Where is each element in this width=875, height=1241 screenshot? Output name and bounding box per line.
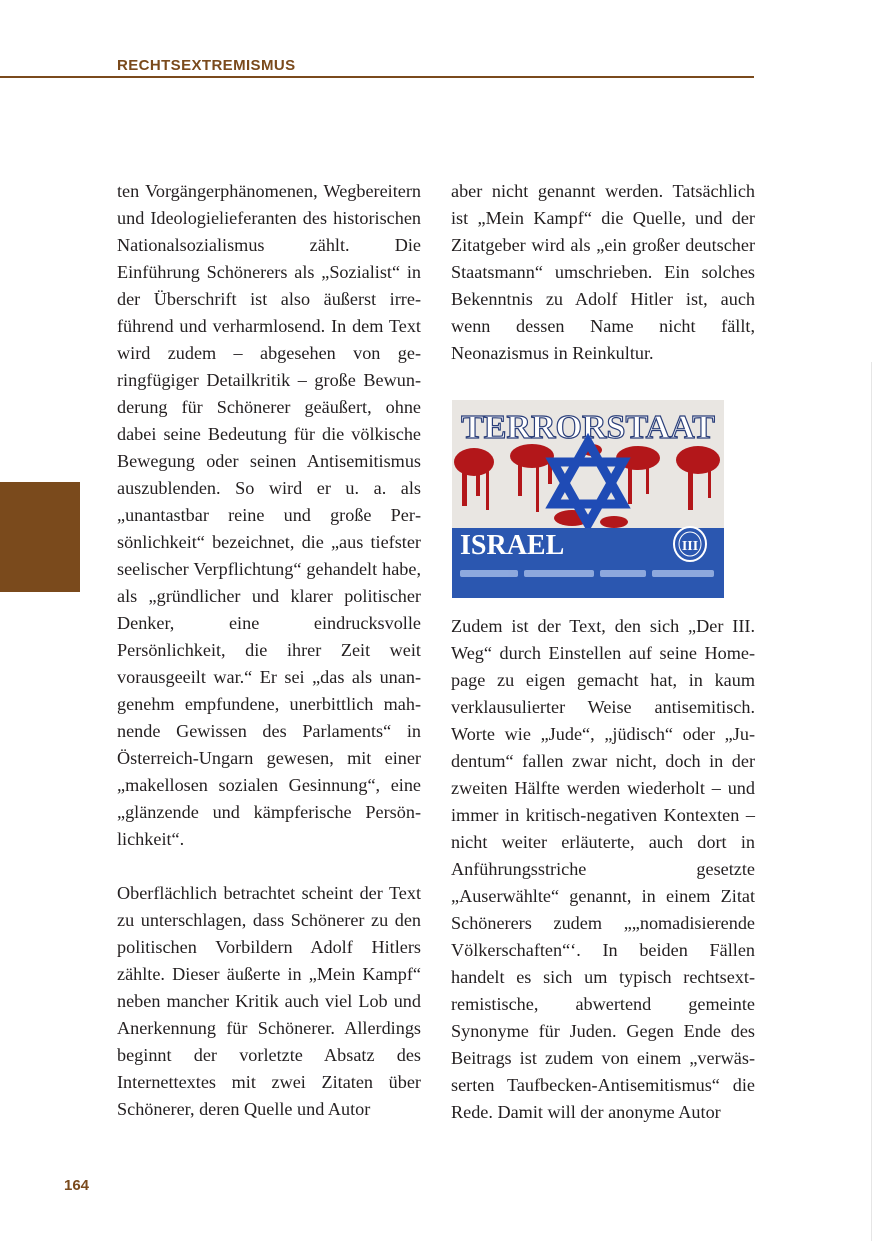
paragraph: ten Vorgängerphänomenen, Wegbereitern und Ideologielieferanten des historischen Nationalsozialismus zählt. Die Einführung Schönerers als „Sozialist“ in der Überschrift ist also äußerst irreführend und verharmlosend. In dem Text wird zudem – abgesehen von geringfügiger Detailkritik – große Bewunderung für Schönerer geäußert, ohne dabei seine Bedeutung für die völkische Bewegung oder seinen Antisemitismus auszublenden. So wird er u. a. als „unantastbar reine und große Persönlichkeit“ bezeichnet, die „aus tiefster seelischer Verpflichtung“ gehandelt habe, als „gründlicher und klarer politischer Denker, eine eindrucksvolle Persönlichkeit, die ihrer Zeit weit vorausgeeilt war.“ Er sei „das als unangenehm empfundene, unerbittlich mahnende Gewissen des Parlaments“ in Österreich-Ungarn gewesen, mit einer „makellosen sozialen Gesinnung“, eine „glänzende und kämpferische Persönlichkeit“. — [117, 181, 421, 849]
text-column-right-top — [451, 178, 755, 367]
header-rule — [0, 76, 754, 78]
paragraph: Zudem ist der Text, den sich „Der III. Weg“ durch Einstellen auf seine Homepage zu eigen gemacht hat, in kaum verklausulierter Weise antisemitisch. Worte wie „Jude“, „jüdisch“ oder „Judentum“ fallen zwar nicht, doch in der zweiten Hälfte werden wiederholt – und immer in kritisch-negativen Kontexten – nicht weiter erläuterte, auch dort in Anführungsstriche gesetzte „Auserwählte“ genannt, in einem Zitat Schönerers zudem „„nomadisierende Völkerschaften“‘. In beiden Fällen handelt es sich um typisch rechtsextremistische, abwertend gemeinte Synonyme für Juden. Gegen Ende des Beitrags ist zudem von einem „verwässerten Taufbecken-Antisemitismus“ die Rede. Damit will der anonyme Autor — [451, 616, 755, 1122]
propaganda-image — [452, 400, 724, 598]
headline-terrorstaat: TERRORSTAAT — [461, 409, 715, 446]
page-number: 164 — [64, 1177, 90, 1194]
text-column-right-bottom — [451, 613, 755, 1126]
paragraph: Oberflächlich betrachtet scheint der Text zu unterschlagen, dass Schönerer zu den politischen Vorbildern Adolf Hitlers zählte. Dieser äußerte in „Mein Kampf“ neben mancher Kritik auch viel Lob und Anerkennung für Schönerer. Allerdings beginnt der vorletzte Absatz des Internettextes mit zwei Zitaten über Schönerer, deren Quelle und Autor — [117, 883, 421, 1119]
text-column-left — [117, 178, 421, 1123]
running-head: RECHTSEXTREMISMUS — [117, 57, 296, 74]
blurred-url-bar — [460, 570, 714, 577]
propaganda-image-graphic — [452, 400, 724, 598]
page-edge-line — [871, 362, 872, 1241]
emblem-label: III — [681, 539, 699, 554]
paragraph: aber nicht genannt werden. Tatsächlich ist „Mein Kampf“ die Quelle, und der Zitatgeber wird als „ein großer deutscher Staatsmann“ umschrieben. Ein solches Bekenntnis zu Adolf Hitler ist, auch wenn dessen Name nicht fällt, Neonazismus in Reinkultur. — [451, 181, 755, 363]
chapter-tab-marker — [0, 482, 80, 592]
subline-israel: ISRAEL — [460, 530, 565, 561]
